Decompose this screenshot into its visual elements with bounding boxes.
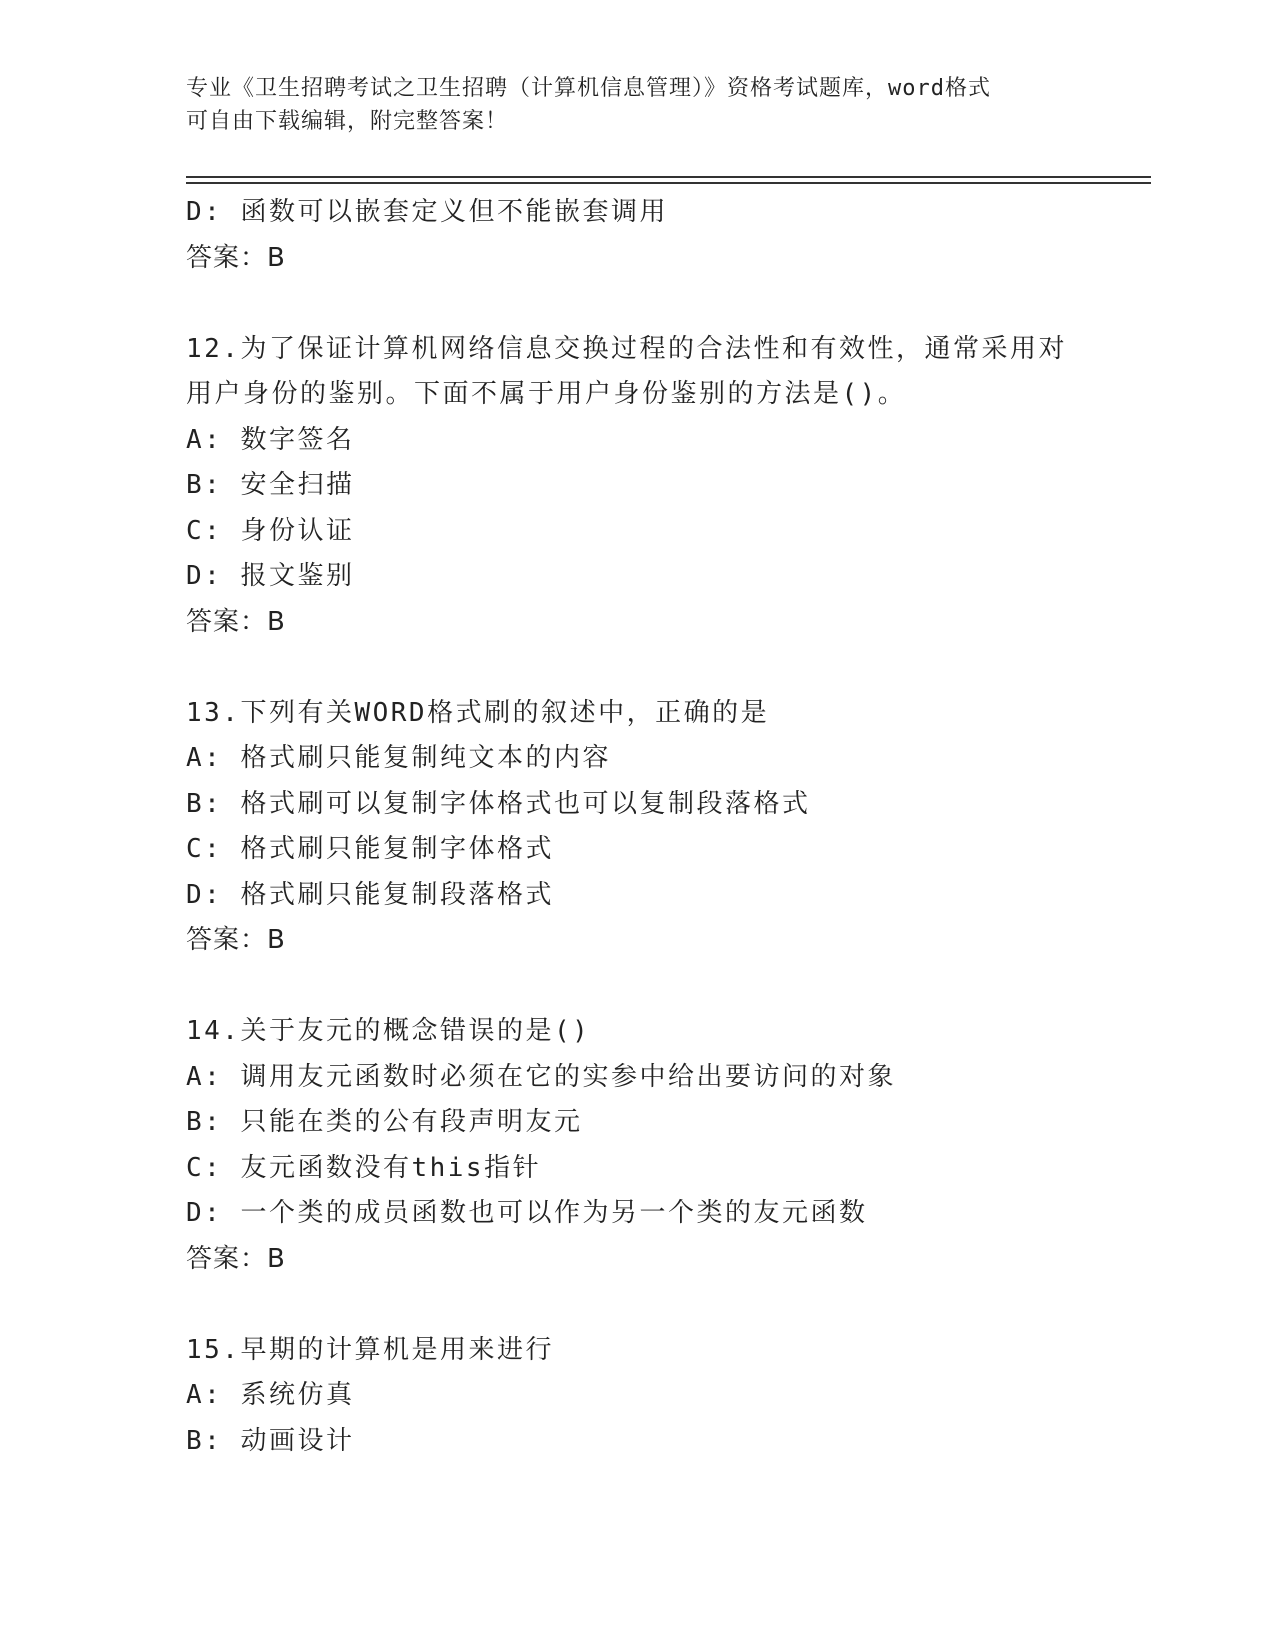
q14-option-d: D: 一个类的成员函数也可以作为另一个类的友元函数: [186, 1198, 868, 1228]
q14-option-a: A: 调用友元函数时必须在它的实参中给出要访问的对象: [186, 1061, 896, 1092]
q12-option-d: D: 报文鉴别: [186, 561, 355, 591]
q12-stem-line-1: 12.为了保证计算机网络信息交换过程的合法性和有效性，通常采用对: [186, 333, 1067, 364]
question-content: [186, 190, 1146, 1464]
q12-stem-line-2: 用户身份的鉴别。下面不属于用户身份鉴别的方法是()。: [186, 379, 907, 409]
q13-option-a: A: 格式刷只能复制纯文本的内容: [186, 743, 611, 773]
q13-stem-line-1: 13.下列有关WORD格式刷的叙述中，正确的是: [186, 697, 770, 728]
q14-answer: 答案：B: [186, 1243, 286, 1274]
q15-option-b: B: 动画设计: [186, 1425, 355, 1456]
q15-option-a: A: 系统仿真: [186, 1380, 355, 1410]
q15-stem-line-1: 15.早期的计算机是用来进行: [186, 1334, 554, 1365]
q12-answer: 答案：B: [186, 606, 286, 637]
header-line-2: 可自由下载编辑，附完整答案！: [186, 109, 509, 134]
q12-option-a: A: 数字签名: [186, 424, 355, 455]
header-line-1: 专业《卫生招聘考试之卫生招聘（计算机信息管理）》资格考试题库，word格式: [186, 76, 991, 101]
q14-option-b: B: 只能在类的公有段声明友元: [186, 1107, 583, 1137]
q12-option-c: C: 身份认证: [186, 515, 355, 546]
q13-option-d: D: 格式刷只能复制段落格式: [186, 879, 554, 910]
header-rule-bottom: [186, 182, 1151, 184]
q12-option-b: B: 安全扫描: [186, 470, 355, 500]
page-header: [186, 72, 1086, 138]
q13-option-c: C: 格式刷只能复制字体格式: [186, 834, 554, 864]
q13-option-b: B: 格式刷可以复制字体格式也可以复制段落格式: [186, 788, 811, 819]
q14-option-c: C: 友元函数没有this指针: [186, 1152, 542, 1183]
q14-stem-line-1: 14.关于友元的概念错误的是(): [186, 1016, 591, 1046]
header-rule-top: [186, 176, 1151, 178]
prev-option-d: D: 函数可以嵌套定义但不能嵌套调用: [186, 197, 668, 227]
prev-answer: 答案：B: [186, 242, 286, 273]
q13-answer: 答案：B: [186, 925, 286, 955]
